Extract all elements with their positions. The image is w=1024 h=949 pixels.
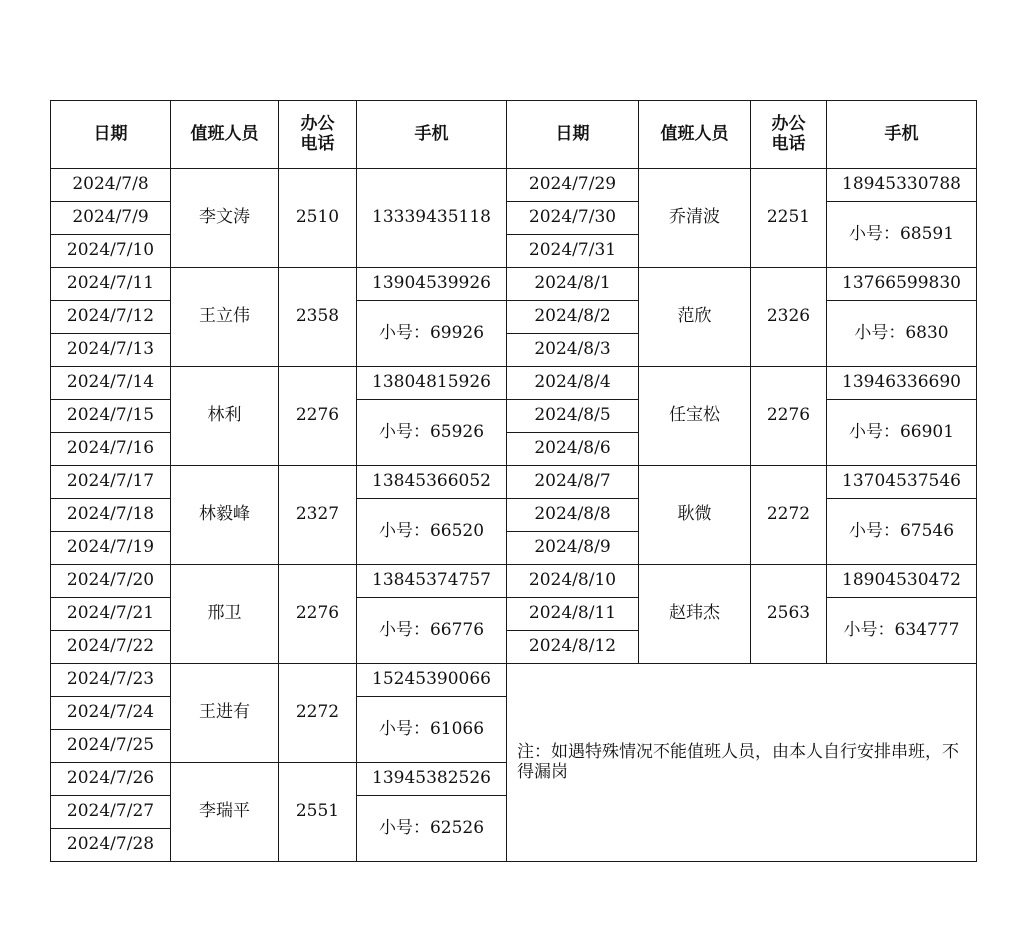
person-cell: 耿微 — [639, 466, 751, 565]
mobile-cell: 13766599830 — [827, 268, 977, 301]
office-phone-cell: 2358 — [279, 268, 357, 367]
date-cell: 2024/8/7 — [507, 466, 639, 499]
mobile-cell: 13845366052 — [357, 466, 507, 499]
office-phone-cell: 2276 — [751, 367, 827, 466]
person-cell: 林利 — [171, 367, 279, 466]
person-cell: 李瑞平 — [171, 763, 279, 862]
date-cell: 2024/7/30 — [507, 202, 639, 235]
short-number-cell: 小号：66520 — [357, 499, 507, 565]
header-mobile: 手机 — [357, 101, 507, 169]
mobile-cell: 13804815926 — [357, 367, 507, 400]
date-cell: 2024/7/21 — [51, 598, 171, 631]
date-cell: 2024/7/13 — [51, 334, 171, 367]
mobile-cell: 13945382526 — [357, 763, 507, 796]
date-cell: 2024/7/18 — [51, 499, 171, 532]
person-cell: 赵玮杰 — [639, 565, 751, 664]
header-row — [51, 101, 977, 169]
date-cell: 2024/7/20 — [51, 565, 171, 598]
date-cell: 2024/8/2 — [507, 301, 639, 334]
date-cell: 2024/8/6 — [507, 433, 639, 466]
office-phone-cell: 2326 — [751, 268, 827, 367]
date-cell: 2024/8/9 — [507, 532, 639, 565]
table-row — [51, 268, 977, 301]
date-cell: 2024/7/15 — [51, 400, 171, 433]
person-cell: 王立伟 — [171, 268, 279, 367]
date-cell: 2024/7/9 — [51, 202, 171, 235]
person-cell: 乔清波 — [639, 169, 751, 268]
table-row — [51, 565, 977, 598]
header-person: 值班人员 — [171, 101, 279, 169]
header-office-line1: 办公 — [300, 113, 335, 134]
mobile-cell: 13704537546 — [827, 466, 977, 499]
office-phone-cell: 2551 — [279, 763, 357, 862]
date-cell: 2024/7/26 — [51, 763, 171, 796]
date-cell: 2024/7/11 — [51, 268, 171, 301]
office-phone-cell: 2276 — [279, 367, 357, 466]
short-number-cell: 小号：62526 — [357, 796, 507, 862]
table-row — [51, 664, 977, 697]
date-cell: 2024/7/12 — [51, 301, 171, 334]
short-number-cell: 小号：65926 — [357, 400, 507, 466]
mobile-cell: 15245390066 — [357, 664, 507, 697]
office-phone-cell: 2276 — [279, 565, 357, 664]
short-number-cell: 小号：67546 — [827, 499, 977, 565]
person-cell: 李文涛 — [171, 169, 279, 268]
date-cell: 2024/8/5 — [507, 400, 639, 433]
person-cell: 林毅峰 — [171, 466, 279, 565]
mobile-cell: 18945330788 — [827, 169, 977, 202]
person-cell: 邢卫 — [171, 565, 279, 664]
person-cell: 范欣 — [639, 268, 751, 367]
date-cell: 2024/7/14 — [51, 367, 171, 400]
office-phone-cell: 2251 — [751, 169, 827, 268]
office-phone-cell: 2510 — [279, 169, 357, 268]
date-cell: 2024/7/22 — [51, 631, 171, 664]
person-cell: 王进有 — [171, 664, 279, 763]
short-number-cell: 小号：69926 — [357, 301, 507, 367]
date-cell: 2024/7/29 — [507, 169, 639, 202]
short-number-cell: 小号：66901 — [827, 400, 977, 466]
date-cell: 2024/7/10 — [51, 235, 171, 268]
mobile-cell: 18904530472 — [827, 565, 977, 598]
header-office-phone — [279, 101, 357, 169]
date-cell: 2024/7/16 — [51, 433, 171, 466]
short-number-cell: 小号：634777 — [827, 598, 977, 664]
date-cell: 2024/7/24 — [51, 697, 171, 730]
date-cell: 2024/7/31 — [507, 235, 639, 268]
mobile-cell: 13904539926 — [357, 268, 507, 301]
header-office-line1: 办公 — [771, 113, 806, 134]
date-cell: 2024/8/8 — [507, 499, 639, 532]
mobile-cell: 13845374757 — [357, 565, 507, 598]
table-row — [51, 169, 977, 202]
note-cell: 注：如遇特殊情况不能值班人员，由本人自行安排串班，不得漏岗 — [507, 664, 977, 862]
date-cell: 2024/7/28 — [51, 829, 171, 862]
office-phone-cell: 2563 — [751, 565, 827, 664]
mobile-cell: 13339435118 — [357, 169, 507, 268]
date-cell: 2024/7/23 — [51, 664, 171, 697]
header-office-line2: 电话 — [771, 133, 806, 154]
date-cell: 2024/8/1 — [507, 268, 639, 301]
short-number-cell: 小号：6830 — [827, 301, 977, 367]
date-cell: 2024/7/25 — [51, 730, 171, 763]
header-date: 日期 — [51, 101, 171, 169]
table-row — [51, 466, 977, 499]
office-phone-cell: 2272 — [279, 664, 357, 763]
date-cell: 2024/8/11 — [507, 598, 639, 631]
date-cell: 2024/7/8 — [51, 169, 171, 202]
date-cell: 2024/8/12 — [507, 631, 639, 664]
short-number-cell: 小号：61066 — [357, 697, 507, 763]
office-phone-cell: 2272 — [751, 466, 827, 565]
short-number-cell: 小号：66776 — [357, 598, 507, 664]
header-person: 值班人员 — [639, 101, 751, 169]
short-number-cell: 小号：68591 — [827, 202, 977, 268]
mobile-cell: 13946336690 — [827, 367, 977, 400]
duty-roster-table — [50, 100, 977, 862]
date-cell: 2024/8/10 — [507, 565, 639, 598]
office-phone-cell: 2327 — [279, 466, 357, 565]
header-office-line2: 电话 — [300, 133, 335, 154]
date-cell: 2024/7/19 — [51, 532, 171, 565]
date-cell: 2024/8/4 — [507, 367, 639, 400]
date-cell: 2024/7/27 — [51, 796, 171, 829]
table-row — [51, 367, 977, 400]
header-office-phone — [751, 101, 827, 169]
header-mobile: 手机 — [827, 101, 977, 169]
roster-body — [51, 101, 977, 862]
person-cell: 任宝松 — [639, 367, 751, 466]
header-date: 日期 — [507, 101, 639, 169]
date-cell: 2024/7/17 — [51, 466, 171, 499]
date-cell: 2024/8/3 — [507, 334, 639, 367]
